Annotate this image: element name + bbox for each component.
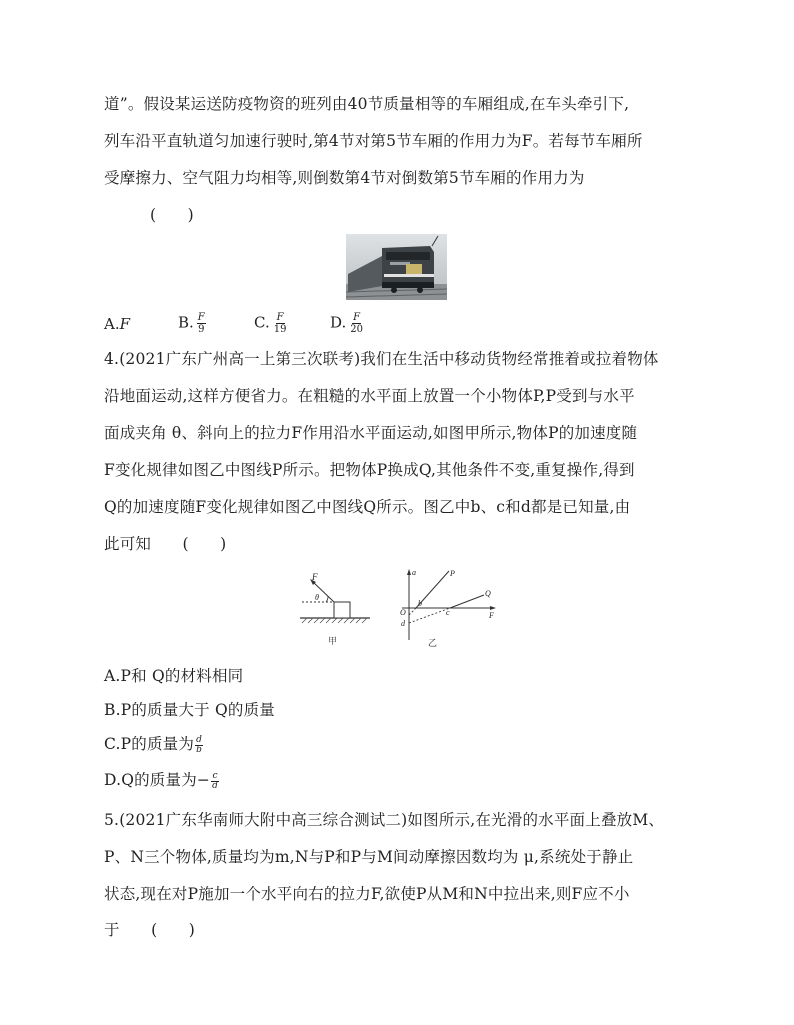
fraction-denominator: 9 — [198, 324, 205, 335]
q3-option-b[interactable] — [178, 312, 206, 335]
q4-text-line-5: Q的加速度随F变化规律如图乙中图线Q所示。图乙中b、c和d都是已知量,由 — [104, 498, 631, 516]
figure-yi — [394, 566, 498, 654]
q3-option-c-fraction — [273, 312, 288, 335]
q3-option-d[interactable] — [330, 312, 364, 335]
q4-text-line-6: 此可知 ( ) — [104, 535, 227, 553]
origin-label: O — [400, 608, 406, 617]
q3-option-d-label: D. — [330, 313, 347, 332]
q3-option-c-label: C. — [254, 313, 270, 332]
line-q-extension — [409, 608, 450, 623]
fraction-denominator: b — [196, 744, 203, 755]
figure-yi-caption: 乙 — [428, 639, 438, 649]
q3-option-a-value: F — [119, 315, 131, 333]
q4-option-b[interactable]: B.P的质量大于 Q的质量 — [104, 701, 275, 719]
axis-f-label: F — [489, 611, 494, 620]
q4-text-line-3: 面成夹角 θ、斜向上的拉力F作用沿水平面运动,如图甲所示,物体P的加速度随 — [104, 424, 638, 442]
q4-option-c-text: C.P的质量为 — [104, 735, 195, 753]
q4-text-line-1: 4.(2021广东广州高一上第三次联考)我们在生活中移动货物经常推着或拉着物体 — [104, 350, 659, 368]
intercept-d-label: d — [401, 619, 405, 628]
q5-text-line-1: 5.(2021广东华南师大附中高三综合测试二)如图所示,在光滑的水平面上叠放M、 — [104, 811, 665, 829]
axis-a-label: a — [412, 568, 416, 577]
train-photo — [346, 234, 447, 300]
line-q — [450, 595, 484, 608]
q3-option-a-label: A. — [104, 315, 120, 333]
q4-option-a[interactable]: A.P和 Q的材料相同 — [104, 667, 244, 685]
fraction-denominator: 20 — [350, 324, 363, 335]
fraction-numerator: F — [353, 312, 361, 323]
q4-text-line-4: F变化规律如图乙中图线P所示。把物体P换成Q,其他条件不变,重复操作,得到 — [104, 461, 635, 479]
q3-text-line-3: 受摩擦力、空气阻力均相等,则倒数第4节对倒数第5节车厢的作用力为 — [104, 169, 585, 187]
intercept-b-label: b — [418, 599, 422, 608]
train-photo-image — [346, 234, 447, 300]
line-p-extension — [409, 608, 416, 615]
q3-options — [104, 312, 404, 336]
x-axis-arrow-icon — [490, 606, 496, 610]
fraction-numerator: c — [212, 770, 218, 781]
line-p-label: P — [450, 569, 455, 578]
q4-option-c-fraction — [195, 736, 203, 755]
figure-jia-caption: 甲 — [328, 637, 338, 647]
angle-arc — [326, 596, 328, 602]
q4-option-c[interactable] — [104, 734, 203, 755]
fraction-numerator: d — [196, 734, 203, 745]
fraction-denominator: 19 — [273, 324, 287, 335]
angle-label: θ — [315, 593, 319, 602]
q3-option-a[interactable] — [104, 314, 130, 334]
q3-answer-paren: ( ) — [150, 206, 194, 224]
ground-hatching — [302, 618, 367, 623]
q5-text-line-3: 状态,现在对P施加一个水平向右的拉力F,欲使P从M和N中拉出来,则F应不小 — [104, 885, 630, 903]
force-label: F — [312, 572, 318, 582]
fraction-numerator: F — [276, 312, 284, 323]
q3-text-line-2: 列车沿平直轨道匀加速行驶时,第4节对第5节车厢的作用力为F。若每节车厢所 — [104, 132, 643, 150]
q4-option-d-text: D.Q的质量为− — [104, 771, 211, 789]
q3-option-b-label: B. — [178, 313, 194, 332]
fraction-numerator: F — [197, 312, 205, 323]
q3-text-line-1: 道”。假设某运送防疫物资的班列由40节质量相等的车厢组成,在车头牵引下, — [104, 95, 630, 113]
q3-option-c[interactable] — [254, 312, 287, 335]
fraction-denominator: d — [212, 780, 219, 791]
q3-option-b-fraction — [197, 312, 206, 335]
line-q-label: Q — [485, 589, 491, 598]
q5-text-line-2: P、N三个物体,质量均为m,N与P和P与M间动摩擦因数均为 μ,系统处于静止 — [104, 848, 634, 866]
q4-text-line-2: 沿地面运动,这样方便省力。在粗糙的水平面上放置一个小物体P,P受到与水平 — [104, 387, 635, 405]
block-p — [334, 602, 350, 618]
q5-text-line-4: 于 ( ) — [104, 921, 195, 939]
y-axis-arrow-icon — [407, 569, 411, 575]
q4-option-d[interactable] — [104, 770, 219, 791]
q3-option-d-fraction — [349, 312, 364, 335]
intercept-c-label: c — [446, 608, 450, 617]
figure-jia — [298, 570, 374, 652]
q4-option-d-fraction — [211, 772, 219, 791]
